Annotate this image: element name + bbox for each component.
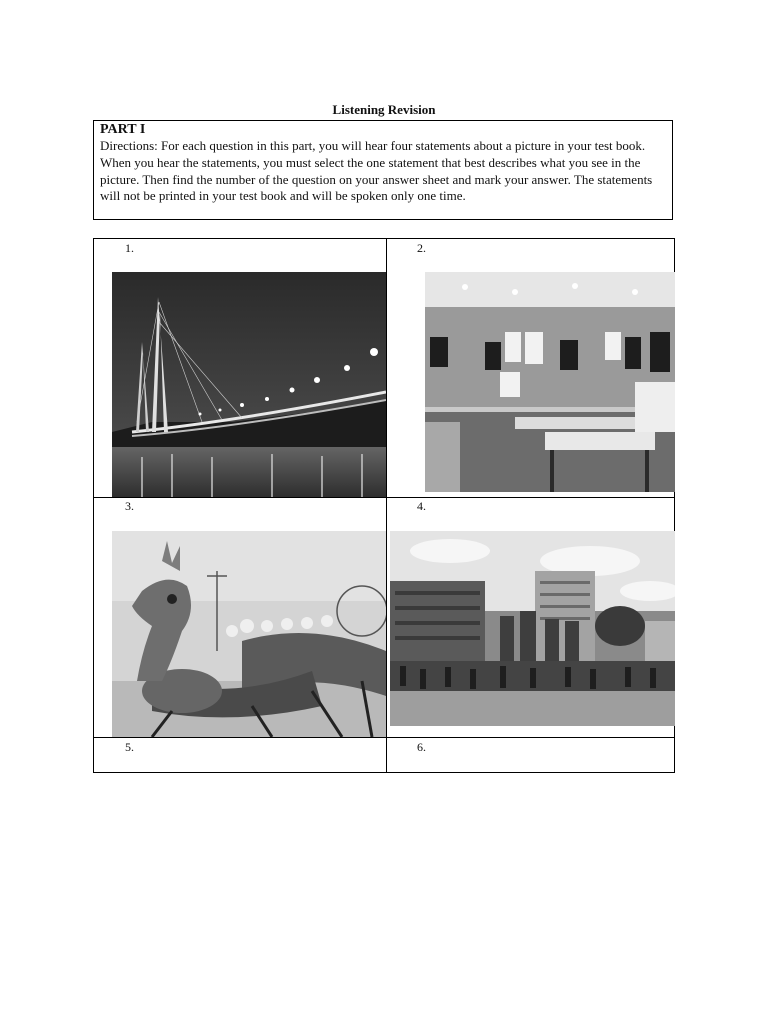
question-number-3: 3.: [125, 499, 134, 513]
city-square-photo: [390, 531, 675, 726]
grid-divider-row-2: [94, 737, 674, 738]
question-number-2: 2.: [417, 241, 426, 255]
night-bridge-photo: [112, 272, 386, 497]
grid-divider-vertical: [386, 239, 387, 772]
directions-text: Directions: For each question in this part, you will hear four statements about a picture in your test book. When you hear the statements, you must select the one statement that best describes what you see in the picture. Then find the number of the question on your answer sheet and mark your answer. The statements will not be printed in your test book and will be spoken only one time.: [100, 138, 653, 204]
document-title: Listening Revision: [332, 102, 436, 117]
question-number-4: 4.: [417, 499, 426, 513]
directions-box: [93, 120, 673, 220]
question-number-6: 6.: [417, 740, 426, 754]
clothing-store-photo: [425, 272, 675, 492]
part-heading: PART I: [100, 122, 146, 137]
grid-divider-row-1: [94, 497, 674, 498]
questions-grid: [93, 238, 675, 773]
question-number-5: 5.: [125, 740, 134, 754]
question-number-1: 1.: [125, 241, 134, 255]
dragon-ride-photo: [112, 531, 386, 737]
